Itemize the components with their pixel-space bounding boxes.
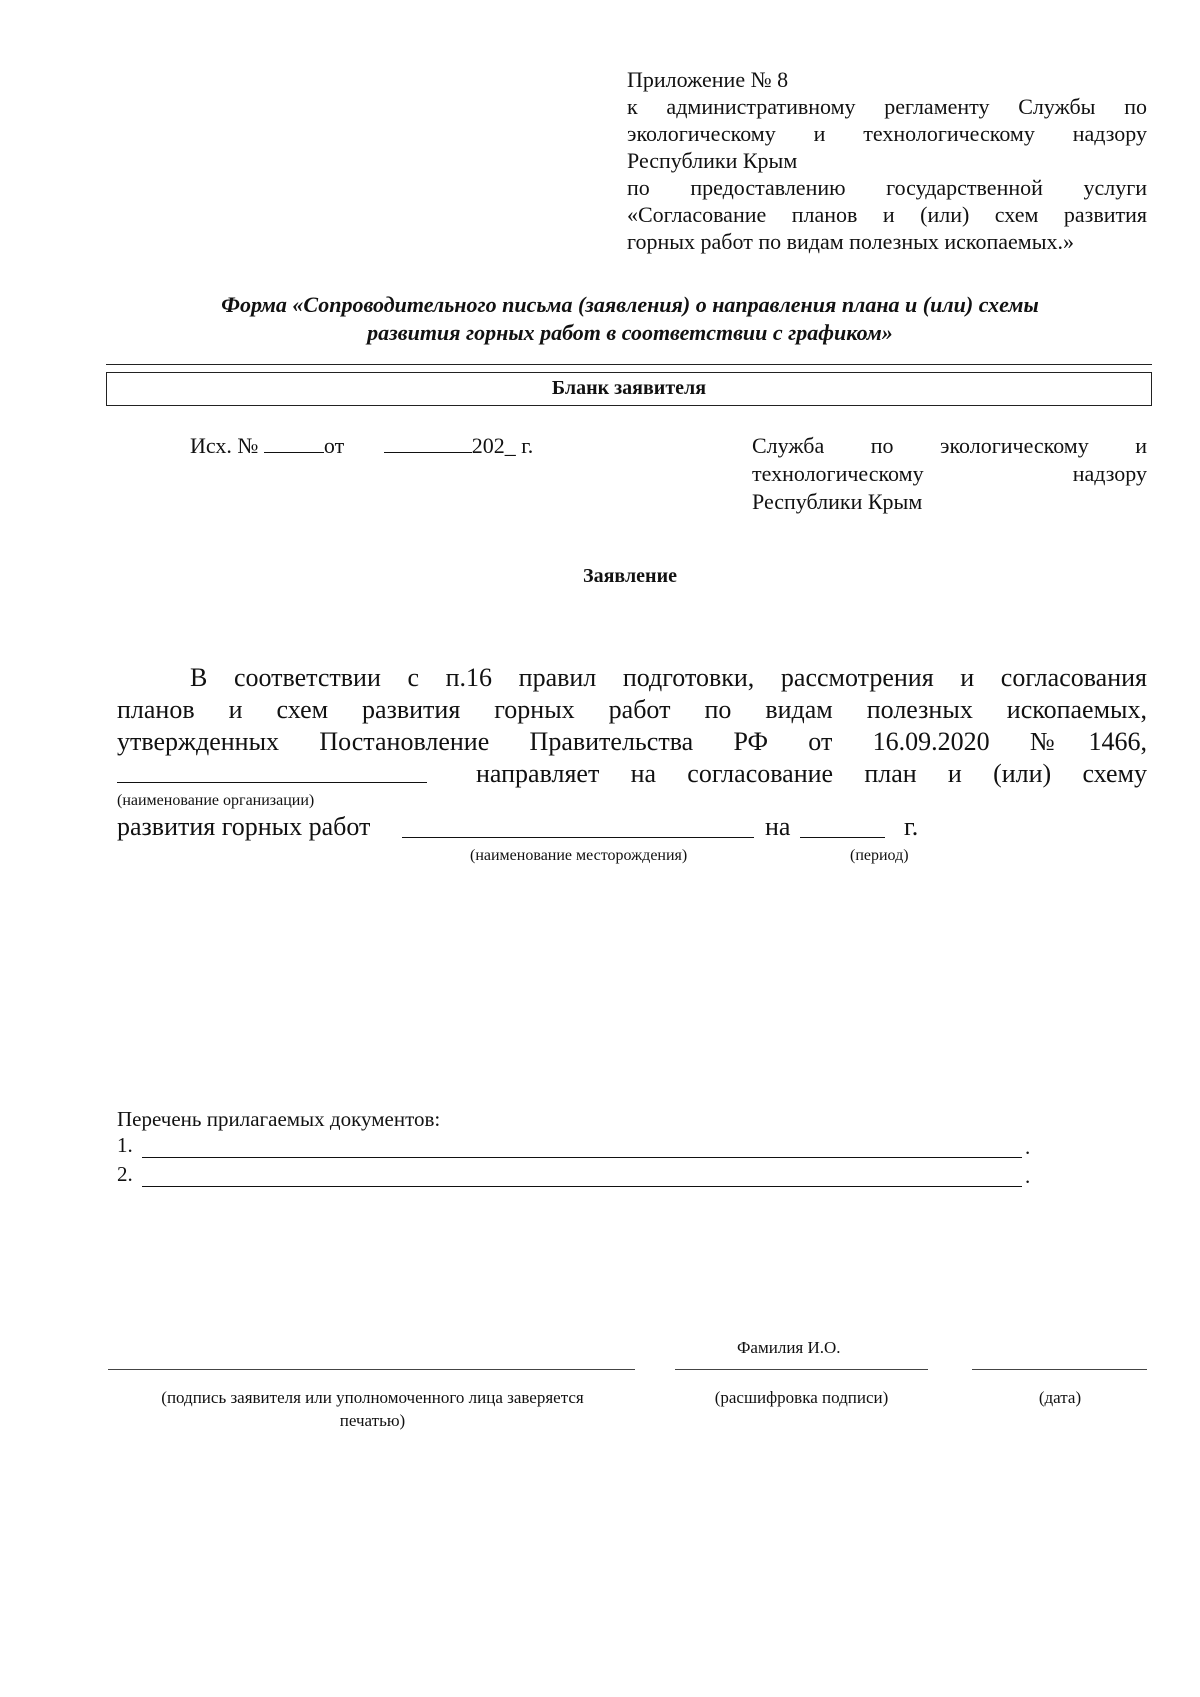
form-title-line: Форма «Сопроводительного письма (заявления) о направления плана и (или) схемы (221, 292, 1039, 317)
decode-caption: (расшифровка подписи) (714, 1388, 889, 1407)
signature-caption (100, 1386, 645, 1432)
paragraph-line: развития горных работ (117, 812, 371, 841)
form-title (110, 291, 1150, 347)
ref-from: от (323, 433, 345, 458)
paragraph-year: г. (904, 812, 919, 841)
signature-decode-line[interactable] (675, 1369, 928, 1370)
appendix-line: по предоставлению государственной услуги (627, 175, 1147, 200)
signer-name: Фамилия И.О. (737, 1338, 841, 1357)
ref-year: 202_ г. (471, 433, 534, 458)
appendix-line: к административному регламенту Службы по (627, 94, 1147, 119)
document-item-end: . (1025, 1164, 1031, 1188)
date-caption: (дата) (1038, 1388, 1082, 1407)
appendix-block (627, 66, 1147, 255)
paragraph-line: направляет на согласование план и (или) схему (476, 759, 1147, 788)
applicant-blank-header: Бланк заявителя (106, 372, 1152, 406)
document-item-end: . (1025, 1135, 1031, 1159)
signature-caption-line: печатью) (339, 1411, 406, 1430)
ref-number-field[interactable] (264, 434, 324, 453)
addressee-line: Служба по экологическому и (752, 433, 1147, 458)
application-title: Заявление (583, 565, 677, 587)
date-line[interactable] (972, 1369, 1147, 1370)
document-item-number: 1. (117, 1133, 133, 1157)
deposit-caption: (наименование месторождения) (470, 847, 688, 864)
appendix-line: горных работ по видам полезных ископаемых.» (627, 229, 1074, 254)
paragraph-line: В соответствии с п.16 правил подготовки, рассмотрения и согласования (190, 663, 1147, 692)
form-title-line: развития горных работ в соответствии с графиком» (367, 320, 893, 345)
organization-caption: (наименование организации) (117, 792, 315, 809)
deposit-name-field[interactable] (402, 837, 754, 838)
appendix-line: экологическому и технологическому надзору (627, 121, 1147, 146)
document-item-field[interactable] (142, 1186, 1022, 1187)
header-rule (106, 364, 1152, 365)
organization-name-field[interactable] (117, 782, 427, 783)
addressee-block (752, 432, 1147, 516)
paragraph-line: планов и схем развития горных работ по видам полезных ископаемых, (117, 695, 1147, 724)
signature-caption-line: (подпись заявителя или уполномоченного лица заверяется (161, 1388, 584, 1407)
addressee-line: технологическому надзору (752, 461, 1147, 486)
appendix-number: Приложение № 8 (627, 67, 789, 92)
ref-date-field[interactable] (384, 434, 472, 453)
document-item-field[interactable] (142, 1157, 1022, 1158)
appendix-line: Республики Крым (627, 148, 798, 173)
ref-prefix: Исх. № (190, 433, 259, 458)
outgoing-reference (190, 432, 533, 460)
addressee-line: Республики Крым (752, 489, 923, 514)
signature-line[interactable] (108, 1369, 635, 1370)
document-item-number: 2. (117, 1162, 133, 1186)
paragraph-on: на (765, 812, 791, 841)
period-field[interactable] (800, 837, 885, 838)
period-caption: (период) (850, 847, 909, 864)
paragraph-line: утвержденных Постановление Правительства РФ от 16.09.2020 №1466, (117, 727, 1147, 756)
documents-list-title: Перечень прилагаемых документов: (117, 1107, 441, 1131)
appendix-line: «Согласование планов и (или) схем развития (627, 202, 1147, 227)
